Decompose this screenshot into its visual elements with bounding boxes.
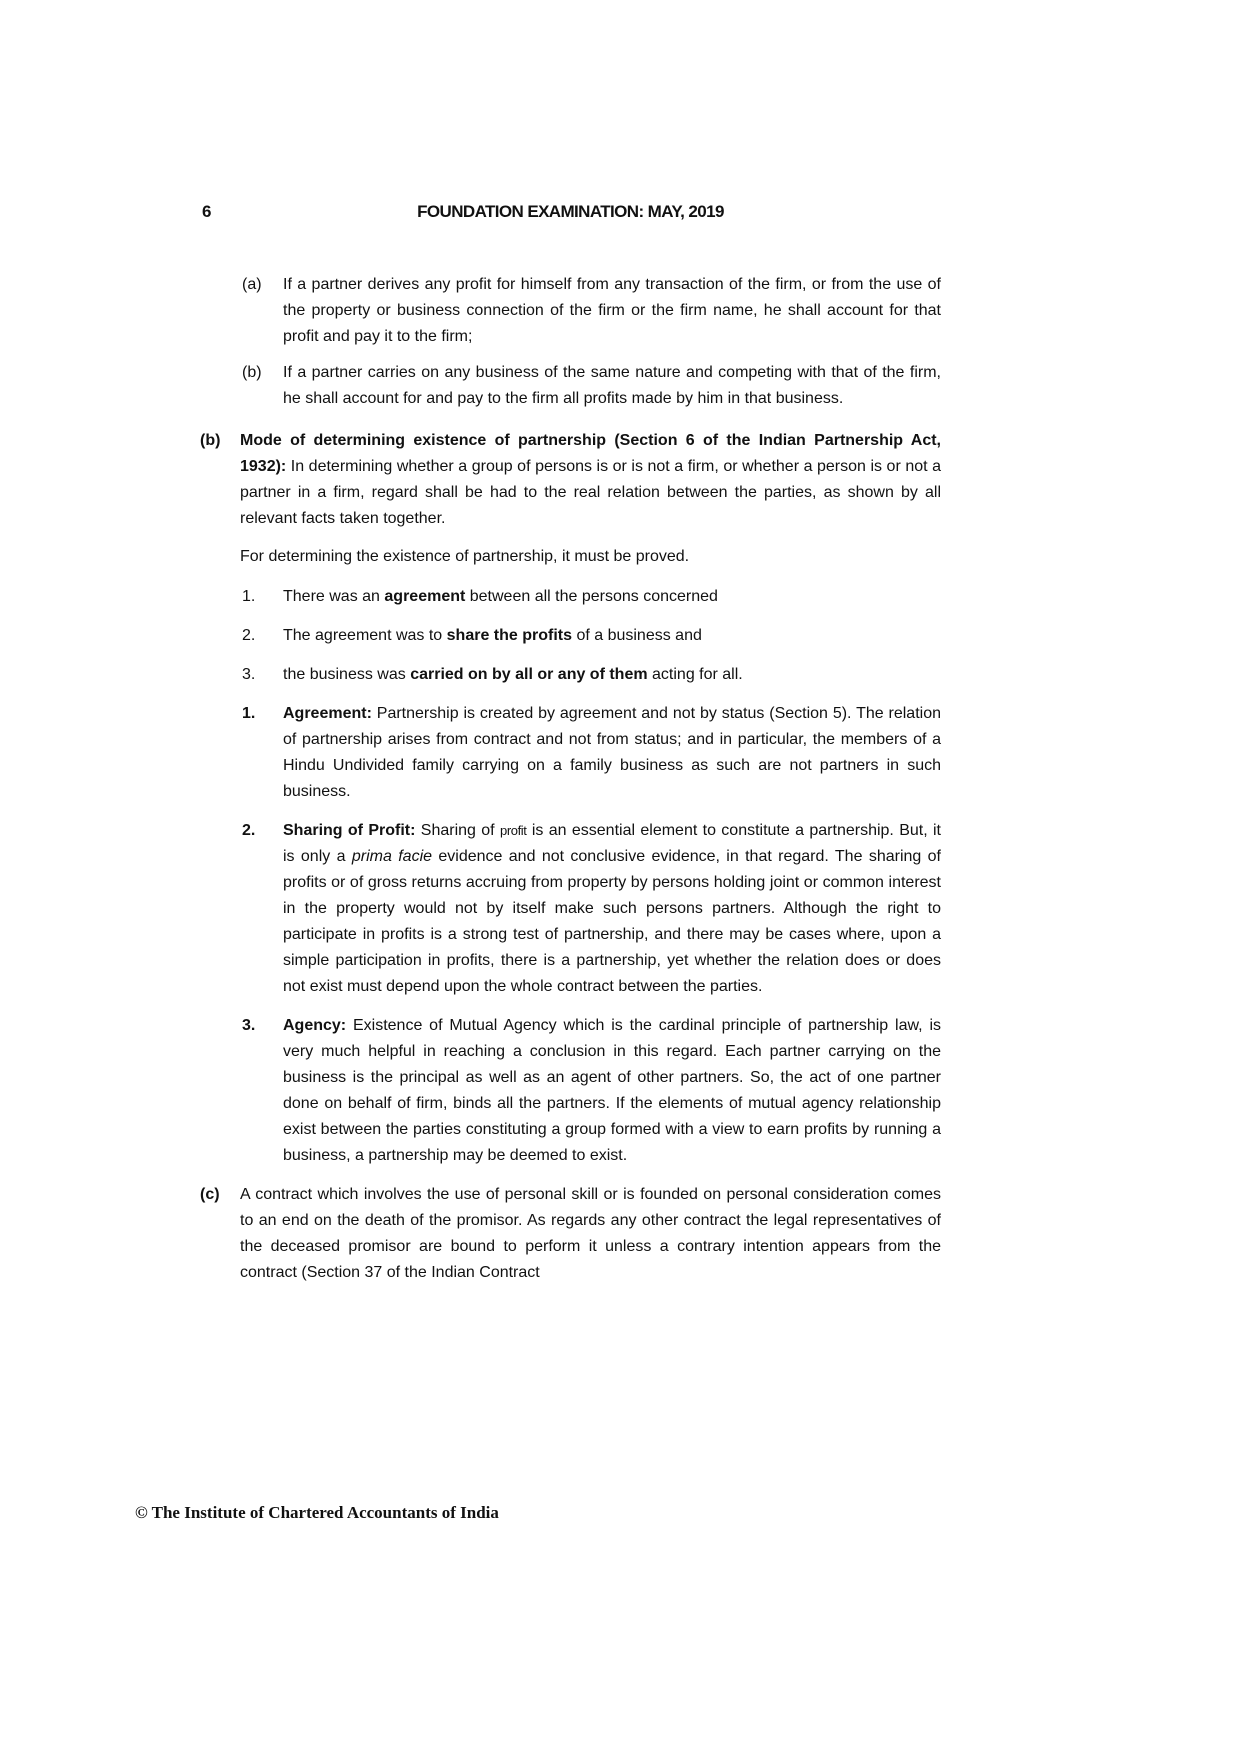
item-text: Sharing of Profit: Sharing of profit is an essential element to constitute a partnership. But, it is only a prima facie evidence and not conclusive evidence, in that regard. The sharing of profits or of gross returns accruing from property by persons holding joint or common interest in the property would not by itself make such persons partners. Although the right to participate in profits is a strong test of partnership, and there may be cases where, upon a simple participation in profits, there is a partnership, yet whether the relation does or does not exist must depend upon the whole contract between the parties. [283, 822, 942, 995]
item-label: (c) [200, 1186, 220, 1203]
point-sharing-of-profit [200, 818, 941, 1000]
numbered-item-3 [200, 662, 941, 688]
item-text: the business was carried on by all or any of them acting for all. [283, 666, 743, 683]
list-item-a [200, 272, 941, 350]
item-label: 2. [242, 822, 256, 839]
numbered-item-2 [200, 623, 941, 649]
item-text: Agency: Existence of Mutual Agency which is the cardinal principle of partnership law, is very much helpful in reaching a conclusion in this regard. Each partner carrying on the business is the principal as well as an agent of other partners. So, the act of one partner done on behalf of firm, binds all the partners. If the elements of mutual agency relationship exist between the parties constituting a group formed with a view to earn profits by running a business, a partnership may be deemed to exist. [283, 1017, 941, 1164]
item-label: 1. [242, 588, 256, 605]
answer-item-c [200, 1182, 941, 1286]
item-text: The agreement was to share the profits of a business and [283, 627, 702, 644]
item-label: (b) [242, 364, 262, 381]
page-number: 6 [202, 202, 212, 221]
point-agency [200, 1013, 941, 1169]
document-body [200, 272, 941, 1286]
item-label: 1. [242, 705, 256, 722]
point-agreement [200, 701, 941, 805]
item-text: There was an agreement between all the persons concerned [283, 588, 718, 605]
answer-item-b [200, 428, 941, 532]
item-label: (a) [242, 276, 262, 293]
item-text: Mode of determining existence of partnership (Section 6 of the Indian Partnership Act, 1932): In determining whether a group of persons is or is not a firm, or whether a person is or not a partner in a firm, regard shall be had to the real relation between the parties, as shown by all relevant facts taken together. [240, 432, 941, 527]
item-text: A contract which involves the use of personal skill or is founded on personal consideration comes to an end on the death of the promisor. As regards any other contract the legal representatives of the deceased promisor are bound to perform it unless a contrary intention appears from the contract (Section 37 of the Indian Contract [240, 1186, 941, 1281]
item-text: If a partner derives any profit for himself from any transaction of the firm, or from the use of the property or business connection of the firm or the firm name, he shall account for that profit and pay it to the firm; [283, 276, 941, 345]
paragraph-intro: For determining the existence of partnership, it must be proved. [240, 548, 690, 565]
item-text: Agreement: Partnership is created by agreement and not by status (Section 5). The relation of partnership arises from contract and not from status; and in particular, the members of a Hindu Undivided family carrying on a family business as such are not partners in such business. [283, 705, 941, 800]
page-footer: © The Institute of Chartered Accountants of India [135, 1503, 499, 1522]
numbered-item-1 [200, 584, 941, 610]
page-header [200, 202, 941, 222]
item-label: 2. [242, 627, 256, 644]
list-item-b-sub [200, 360, 941, 412]
item-label: (b) [200, 432, 221, 449]
header-title: FOUNDATION EXAMINATION: MAY, 2019 [417, 202, 724, 221]
item-label: 3. [242, 1017, 256, 1034]
item-text: If a partner carries on any business of the same nature and competing with that of the firm, he shall account for and pay to the firm all profits made by him in that business. [283, 364, 941, 407]
item-label: 3. [242, 666, 256, 683]
